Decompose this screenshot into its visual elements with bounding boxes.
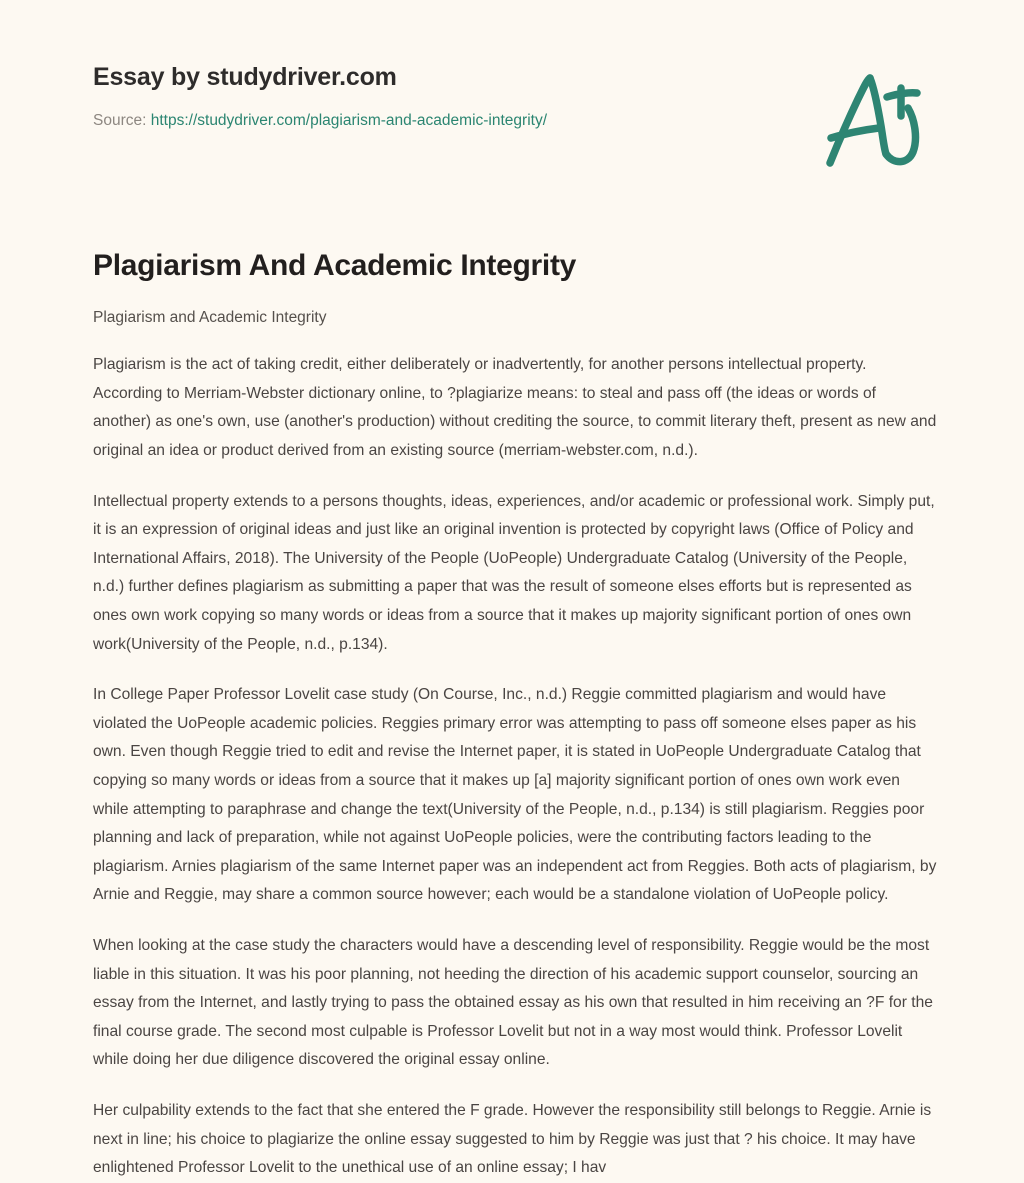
a-plus-logo — [818, 68, 926, 172]
source-label: Source: — [93, 112, 147, 130]
a-plus-logo-icon — [818, 68, 926, 172]
article-body — [93, 329, 938, 1182]
body-paragraph: In College Paper Professor Lovelit case study (On Course, Inc., n.d.) Reggie committed plagiarism and would have violated the UoPeople academic policies. Reggies primary error was attempting to pass off someone elses paper as his own. Even though Reggie tried to edit and revise the Internet paper, it is stated in UoPeople Undergraduate Catalog that copying so many words or ideas from a source that it makes up [a] majority significant portion of ones own work even while attempting to paraphrase and change the text(University of the People, n.d., p.134) is still plagiarism. Reggies poor planning and lack of preparation, while not against UoPeople policies, were the contributing factors leading to the plagiarism. Arnies plagiarism of the same Internet paper was an independent act from Reggies. Both acts of plagiarism, by Arnie and Reggie, may share a common source however; each would be a standalone violation of UoPeople policy. — [93, 686, 937, 904]
article-subtitle: Plagiarism and Academic Integrity — [93, 309, 327, 326]
source-url-link[interactable]: https://studydriver.com/plagiarism-and-academic-integrity/ — [150, 112, 547, 130]
article — [93, 248, 938, 1183]
body-paragraph: Intellectual property extends to a persons thoughts, ideas, experiences, and/or academic or professional work. Simply put, it is an expression of original ideas and just like an original invention is protected by copyright laws (Office of Policy and International Affairs, 2018). The University of the People (UoPeople) Undergraduate Catalog (University of the People, n.d.) further defines plagiarism as submitting a paper that was the result of someone elses efforts but is represented as ones own work copying so many words or ideas from a source that it makes up majority significant portion of ones own work(University of the People, n.d., p.134). — [93, 492, 935, 653]
body-paragraph: When looking at the case study the characters would have a descending level of responsibility. Reggie would be the most liable in this situation. It was his poor planning, not heeding the direction of his academic support counselor, sourcing an essay from the Internet, and lastly trying to pass the obtained essay as his own that resulted in him receiving an ?F for the final course grade. The second most culpable is Professor Lovelit but not in a way most would think. Professor Lovelit while doing her due diligence discovered the original essay online. — [93, 936, 933, 1069]
page-title: Plagiarism And Academic Integrity — [93, 249, 577, 282]
page-header — [93, 62, 934, 131]
body-paragraph: Her culpability extends to the fact that she entered the F grade. However the responsibility still belongs to Reggie. Arnie is next in line; his choice to plagiarize the online essay suggested to him by Reggie was just that ? his choice. It may have enlightened Professor Lovelit to the unethical use of an online essay; I hav — [93, 1101, 932, 1177]
body-paragraph: Plagiarism is the act of taking credit, either deliberately or inadvertently, for another persons intellectual property. According to Merriam-Webster dictionary online, to ?plagiarize means: to steal and pass off (the ideas or words of another) as one's own, use (another's production) without crediting the source, to commit literary theft, present as new and original an idea or product derived from an existing source (merriam-webster.com, n.d.). — [93, 356, 937, 460]
source-line — [93, 111, 934, 131]
site-heading: Essay by studydriver.com — [93, 63, 397, 91]
